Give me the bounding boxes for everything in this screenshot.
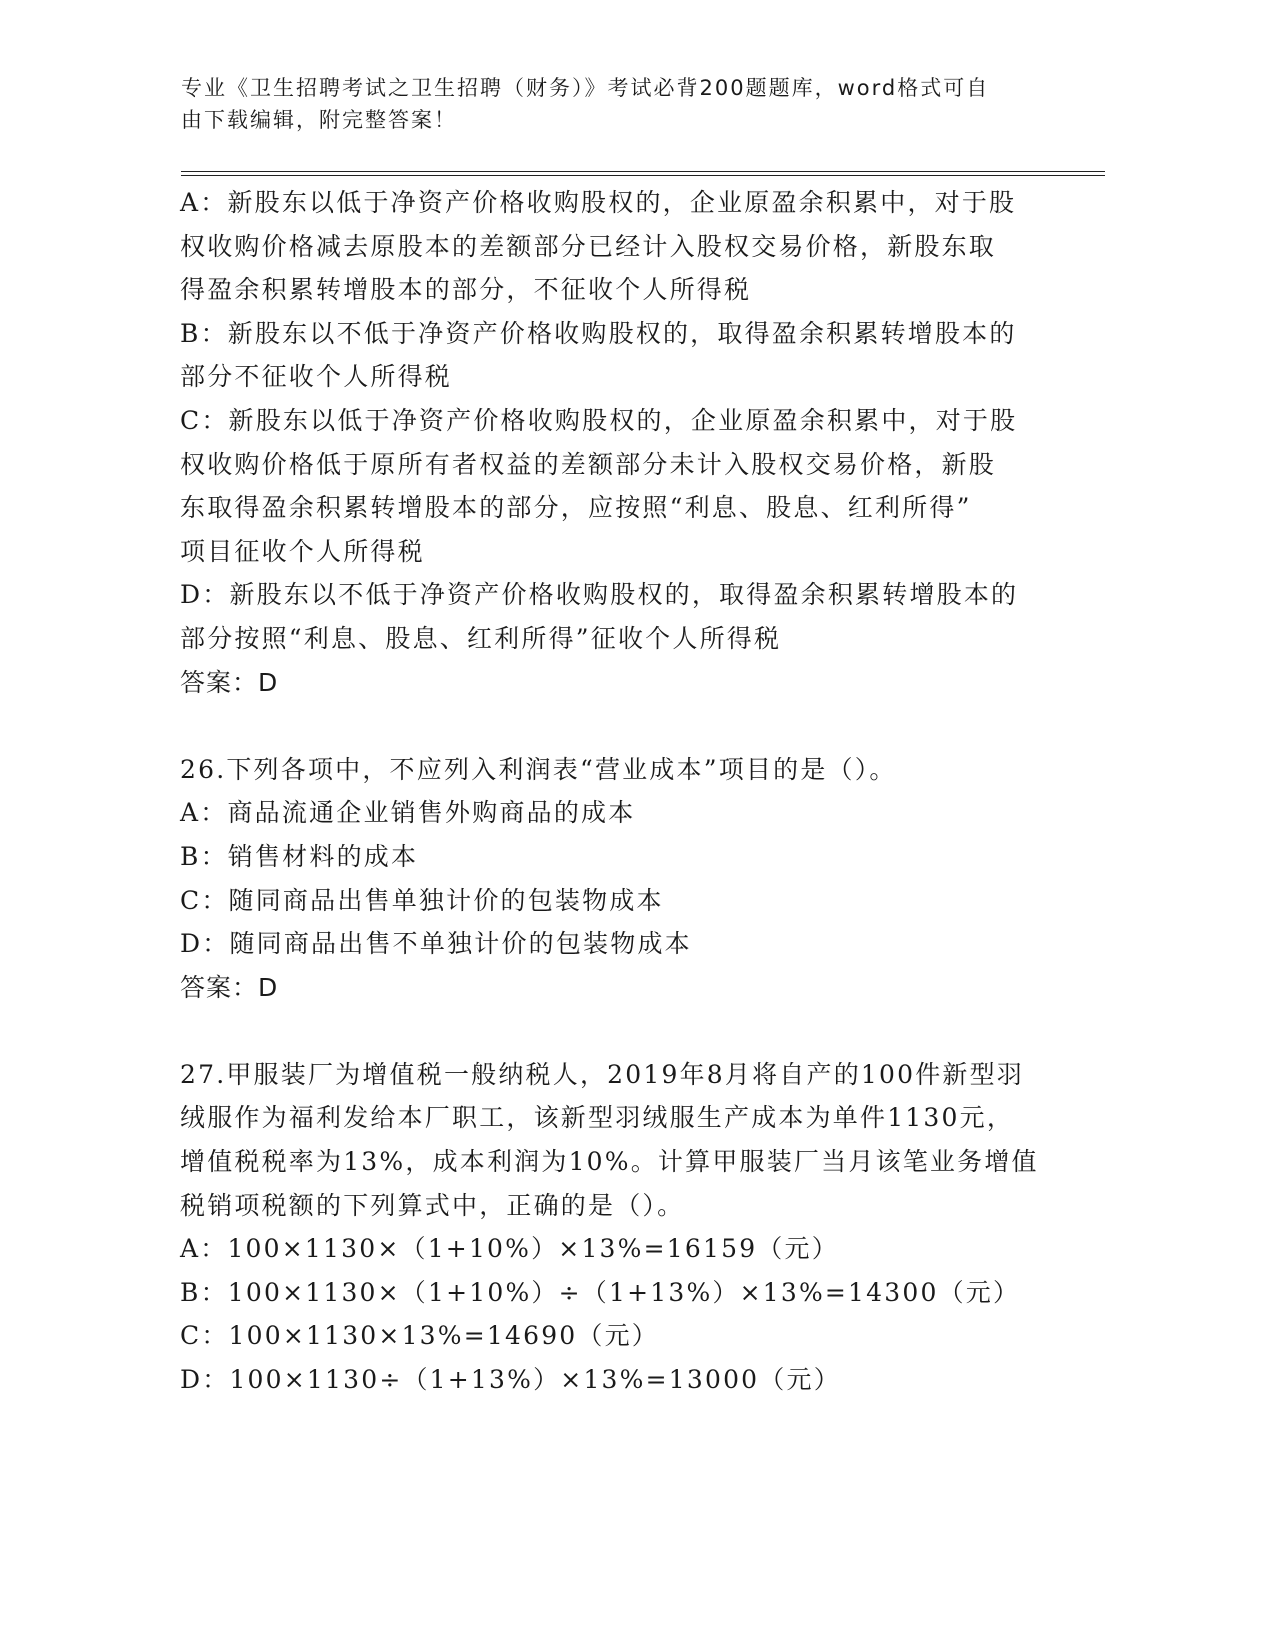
q25-option-c bbox=[180, 399, 1060, 573]
q26-option-a: A：商品流通企业销售外购商品的成本 bbox=[180, 798, 636, 828]
text-line: 27.甲服装厂为增值税一般纳税人，2019年8月将自产的100件新型羽 bbox=[180, 1059, 1025, 1089]
header-line-1: 专业《卫生招聘考试之卫生招聘（财务）》考试必背200题题库，word格式可自 bbox=[181, 76, 990, 100]
text-line: 税销项税额的下列算式中，正确的是（）。 bbox=[180, 1190, 685, 1220]
text-line: 增值税税率为13%，成本利润为10%。计算甲服装厂当月该笔业务增值 bbox=[180, 1147, 1039, 1177]
text-line: 项目征收个人所得税 bbox=[180, 536, 425, 566]
document-body bbox=[180, 181, 1060, 1402]
text-line: 绒服作为福利发给本厂职工，该新型羽绒服生产成本为单件1130元， bbox=[180, 1103, 1015, 1133]
text-line: A：新股东以低于净资产价格收购股权的，企业原盈余积累中，对于股 bbox=[180, 188, 1017, 217]
text-line: C：新股东以低于净资产价格收购股权的，企业原盈余积累中，对于股 bbox=[180, 405, 1018, 435]
q25-option-b bbox=[180, 312, 1060, 399]
q26-option-b: B：销售材料的成本 bbox=[180, 841, 419, 871]
text-line: 得盈余积累转增股本的部分，不征收个人所得税 bbox=[180, 275, 752, 305]
text-line: 部分按照“利息、股息、红利所得”征收个人所得税 bbox=[180, 623, 782, 653]
q25-answer: 答案：D bbox=[180, 667, 279, 697]
header-rule-bottom bbox=[181, 175, 1105, 176]
text-line: 权收购价格减去原股本的差额部分已经计入股权交易价格，新股东取 bbox=[180, 231, 997, 261]
q25-option-a bbox=[180, 181, 1060, 312]
header-line-2: 由下载编辑，附完整答案！ bbox=[181, 108, 457, 132]
text-line: 东取得盈余积累转增股本的部分，应按照“利息、股息、红利所得” bbox=[180, 493, 972, 523]
text-line: D：新股东以不低于净资产价格收购股权的，取得盈余积累转增股本的 bbox=[180, 580, 1019, 610]
spacer bbox=[180, 704, 1060, 748]
q27-question bbox=[180, 1053, 1060, 1227]
spacer bbox=[180, 1009, 1060, 1053]
text-line: 部分不征收个人所得税 bbox=[180, 362, 453, 392]
q26-option-c: C：随同商品出售单独计价的包装物成本 bbox=[180, 885, 664, 915]
q27-option-a: A：100×1130×（1+10%）×13%=16159（元） bbox=[180, 1234, 839, 1264]
q25-option-d bbox=[180, 573, 1060, 660]
q26-answer: 答案：D bbox=[180, 972, 279, 1002]
text-line: 权收购价格低于原所有者权益的差额部分未计入股权交易价格，新股 bbox=[180, 449, 997, 479]
document-header bbox=[181, 72, 1061, 136]
q26-question: 26.下列各项中，不应列入利润表“营业成本”项目的是（）。 bbox=[180, 754, 897, 784]
text-line: B：新股东以不低于净资产价格收购股权的，取得盈余积累转增股本的 bbox=[180, 318, 1017, 348]
q27-option-c: C：100×1130×13%=14690（元） bbox=[180, 1321, 660, 1351]
header-rule-top bbox=[181, 171, 1105, 172]
q27-option-b: B：100×1130×（1+10%）÷（1+13%）×13%=14300（元） bbox=[180, 1277, 1021, 1307]
q26-option-d: D：随同商品出售不单独计价的包装物成本 bbox=[180, 929, 692, 959]
q27-option-d: D：100×1130÷（1+13%）×13%=13000（元） bbox=[180, 1365, 841, 1395]
